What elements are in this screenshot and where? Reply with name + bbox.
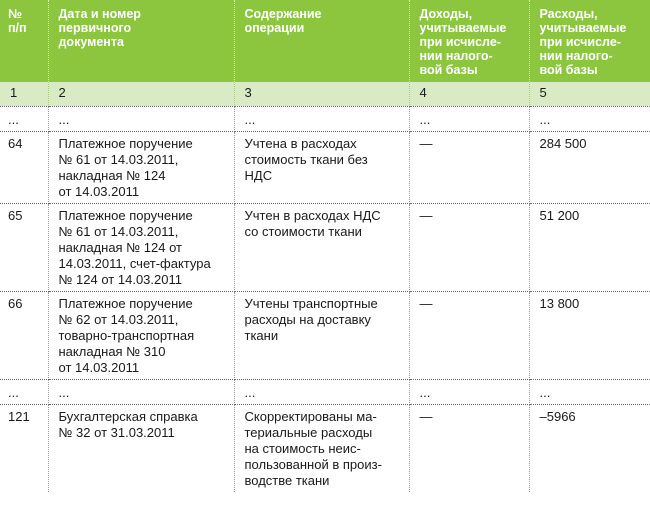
document-cell: Платежное поручение № 61 от 14.03.2011, накладная № 124 от 14.03.2011, счет-фактура № 124 от 14.03.2011 bbox=[48, 203, 234, 291]
document-cell: Бухгалтерская справка № 32 от 31.03.2011 bbox=[48, 404, 234, 492]
table-body bbox=[0, 82, 650, 492]
expense-cell: 13 800 bbox=[529, 291, 650, 379]
column-number-row bbox=[0, 82, 650, 106]
expense-cell: ... bbox=[529, 106, 650, 131]
table-row bbox=[0, 203, 650, 291]
income-cell: — bbox=[409, 203, 529, 291]
row-number-cell: ... bbox=[0, 106, 48, 131]
document-cell: ... bbox=[48, 106, 234, 131]
income-cell: — bbox=[409, 404, 529, 492]
row-number-cell: 64 bbox=[0, 131, 48, 203]
header-row bbox=[0, 0, 650, 82]
column-number-2: 2 bbox=[48, 82, 234, 106]
operation-cell: Скорректированы ма- териальные расходы на стоимость неис- пользованной в произ- водстве ткани bbox=[234, 404, 409, 492]
document-cell: Платежное поручение № 62 от 14.03.2011, товарно-транспортная накладная № 310 от 14.03.2011 bbox=[48, 291, 234, 379]
table-row bbox=[0, 379, 650, 404]
row-number-cell: ... bbox=[0, 379, 48, 404]
column-number-4: 4 bbox=[409, 82, 529, 106]
document-cell: Платежное поручение № 61 от 14.03.2011, накладная № 124 от 14.03.2011 bbox=[48, 131, 234, 203]
income-cell: ... bbox=[409, 106, 529, 131]
header-income: Доходы, учитываемые при исчисле- нии налого- вой базы bbox=[409, 0, 529, 82]
table-row bbox=[0, 131, 650, 203]
column-number-1: 1 bbox=[0, 82, 48, 106]
operation-cell: Учтен в расходах НДС со стоимости ткани bbox=[234, 203, 409, 291]
income-cell: — bbox=[409, 291, 529, 379]
column-number-5: 5 bbox=[529, 82, 650, 106]
expense-cell: 284 500 bbox=[529, 131, 650, 203]
header-row-number: № п/п bbox=[0, 0, 48, 82]
table-row bbox=[0, 291, 650, 379]
operation-cell: Учтена в расходах стоимость ткани без НДС bbox=[234, 131, 409, 203]
table-row bbox=[0, 106, 650, 131]
expense-cell: –5966 bbox=[539, 408, 576, 424]
header-expense: Расходы, учитываемые при исчисле- нии налого- вой базы bbox=[529, 0, 650, 82]
operation-cell: ... bbox=[234, 379, 409, 404]
table-row bbox=[0, 404, 650, 492]
header-document: Дата и номер первичного документа bbox=[48, 0, 234, 82]
column-number-3: 3 bbox=[234, 82, 409, 106]
document-cell: ... bbox=[48, 379, 234, 404]
expense-cell: 51 200 bbox=[529, 203, 650, 291]
operation-cell: Учтены транспортные расходы на доставку ткани bbox=[234, 291, 409, 379]
table-header bbox=[0, 0, 650, 82]
row-number-cell: 65 bbox=[0, 203, 48, 291]
row-number-cell: 66 bbox=[0, 291, 48, 379]
operation-cell: ... bbox=[234, 106, 409, 131]
income-cell: ... bbox=[409, 379, 529, 404]
row-number-cell: 121 bbox=[0, 404, 48, 492]
income-cell: — bbox=[409, 131, 529, 203]
expense-cell: ... bbox=[529, 379, 650, 404]
header-operation: Содержание операции bbox=[234, 0, 409, 82]
